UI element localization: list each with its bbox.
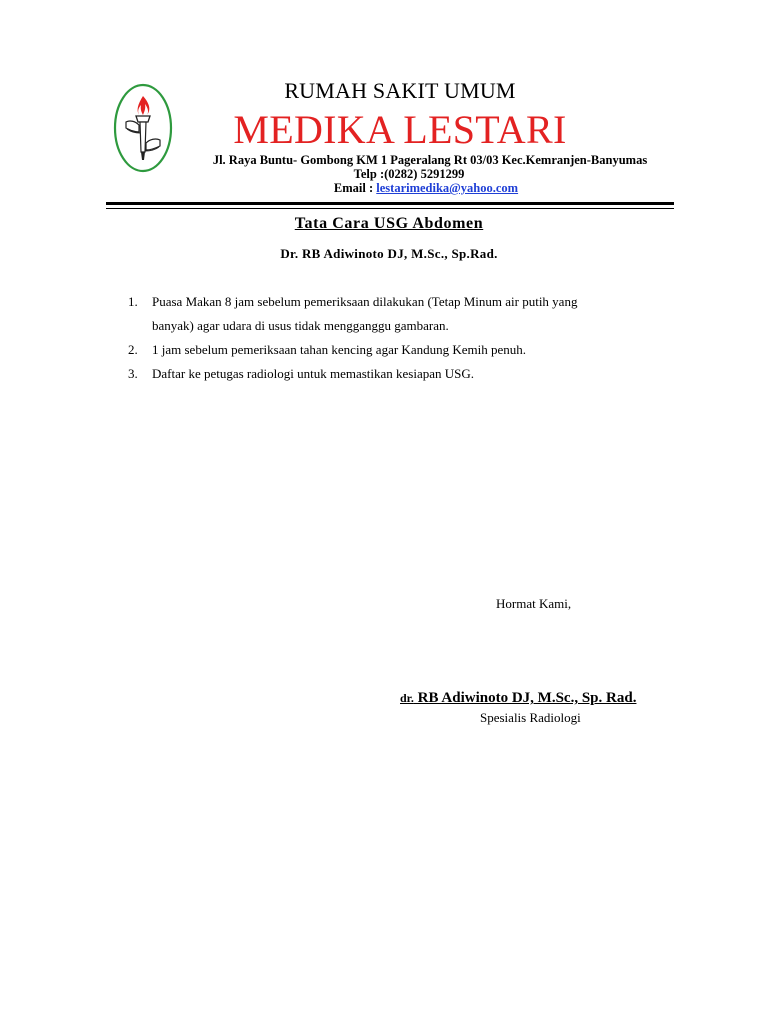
list-item [128, 338, 688, 362]
signer-prefix: dr. [400, 691, 414, 705]
header-divider-thick [106, 202, 674, 205]
email-label: Email : [333, 181, 377, 195]
signer-name-text: RB Adiwinoto DJ, M.Sc., Sp. Rad. [413, 690, 637, 706]
header-divider-thin [106, 208, 674, 209]
signer-role: Spesialis Radiologi [480, 710, 581, 725]
document-title [200, 215, 578, 233]
closing-greeting: Hormat Kami, [496, 596, 572, 611]
list-item [128, 362, 688, 386]
document-author: Dr. RB Adiwinoto DJ, M.Sc., Sp.Rad. [280, 246, 498, 261]
step-number: 3. [128, 366, 138, 381]
hospital-type-heading: RUMAH SAKIT UMUM [284, 78, 516, 103]
email-link[interactable]: lestarimedika@yahoo.com [376, 181, 519, 195]
document-title-text: Tata Cara USG Abdomen [294, 215, 484, 232]
step-number: 2. [128, 342, 138, 357]
hospital-name-heading: MEDIKA LESTARI [233, 107, 567, 152]
list-item [128, 290, 688, 338]
step-text-line-2: banyak) agar udara di usus tidak mengganggu gambaran. [152, 318, 449, 333]
signer-name [400, 690, 636, 707]
hospital-email-line [160, 181, 692, 195]
procedure-steps-list [128, 290, 688, 386]
hospital-address: Jl. Raya Buntu- Gombong KM 1 Pageralang Rt 03/03 Kec.Kemranjen-Banyumas [212, 153, 648, 167]
step-number: 1. [128, 294, 138, 309]
step-text: Daftar ke petugas radiologi untuk memastikan kesiapan USG. [152, 366, 475, 381]
step-text: 1 jam sebelum pemeriksaan tahan kencing agar Kandung Kemih penuh. [152, 342, 526, 357]
step-text-line-1: Puasa Makan 8 jam sebelum pemeriksaan dilakukan (Tetap Minum air putih yang [152, 294, 578, 309]
hospital-phone: Telp :(0282) 5291299 [353, 167, 465, 181]
